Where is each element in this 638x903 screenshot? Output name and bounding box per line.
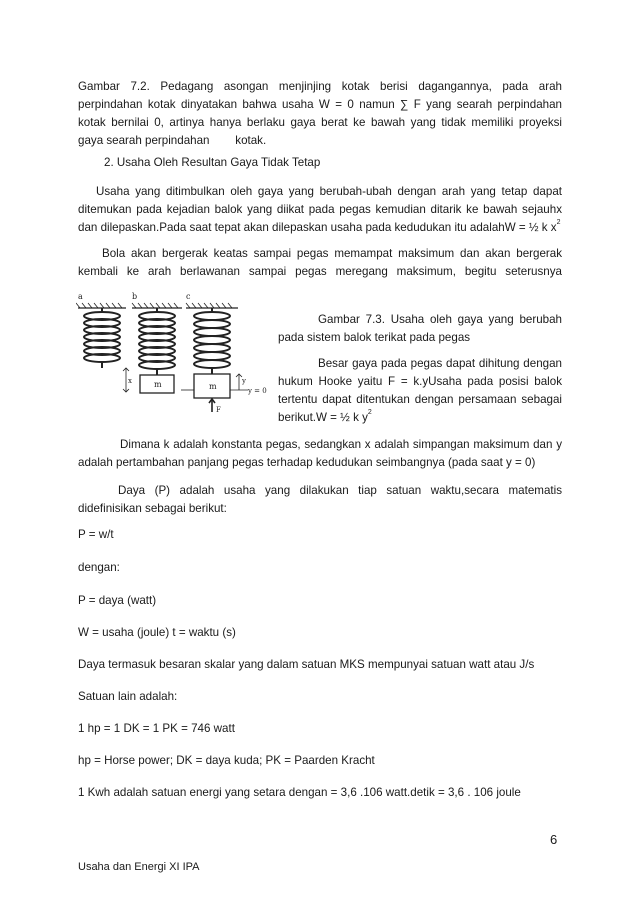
paragraph-line: Besar gaya pada pegas dapat dihitung dengan [318, 357, 562, 370]
paragraph-hooke [278, 355, 562, 427]
caption-line: kotak bernilai 0, artinya hanya berlaku gaya berat ke bawah yang tidak memiliki proyeksi [78, 116, 562, 129]
text-hp-definitions: hp = Horse power; DK = daya kuda; PK = Paarden Kracht [78, 754, 375, 767]
spring-c [194, 308, 230, 374]
figure-7-3-caption [278, 311, 562, 347]
paragraph-line: Usaha yang ditimbulkan oleh gaya yang berubah-ubah dengan arah yang tetap dapat [96, 185, 562, 198]
paragraph-line-text: dan dilepaskan.Pada saat tepat akan dilepaskan usaha pada kedudukan itu adalahW = ½ k x [78, 221, 557, 234]
paragraph-line: adalah pertambahan panjang pegas terhadap kedudukan seimbangnya (pada saat y = 0) [78, 456, 536, 469]
text-hp-equivalence: 1 hp = 1 DK = 1 PK = 746 watt [78, 722, 235, 735]
block-b-mass: m [154, 380, 162, 389]
paragraph-line: Daya (P) adalah usaha yang dilakukan tiap satuan waktu,secara matematis [118, 484, 562, 497]
superscript: 2 [556, 219, 561, 226]
caption-line: gaya searah perpindahan kotak. [78, 134, 267, 147]
superscript: 2 [367, 409, 372, 416]
figure-label-a: a [78, 292, 83, 301]
caption-line: Gambar 7.3. Usaha oleh gaya yang berubah [318, 313, 562, 326]
page-number: 6 [550, 832, 558, 847]
paragraph-line: ditemukan pada kejadian balok yang diikat pada pegas kemudian ditarik ke bawah sejauhx [78, 203, 562, 216]
definition-w-t: W = usaha (joule) t = waktu (s) [78, 626, 236, 639]
caption-line: Gambar 7.2. Pedagang asongan menjinjing kotak berisi dagangannya, pada arah [78, 80, 562, 93]
x-label: x [128, 377, 132, 385]
spring-b [139, 308, 175, 375]
text-dengan: dengan: [78, 561, 120, 574]
spring-block-figure [76, 290, 272, 416]
paragraph-line: tertentu dapat ditentukan dengan persamaan sebagai [278, 393, 562, 406]
figure-7-2-caption [78, 78, 562, 150]
paragraph-line: hukum Hooke yaitu F = k.yUsaha pada posisi balok [278, 375, 562, 388]
text-kwh: 1 Kwh adalah satuan energi yang setara dengan = 3,6 .106 watt.detik = 3,6 . 106 joule [78, 786, 521, 799]
figure-label-c: c [186, 292, 191, 301]
paragraph-bola [78, 245, 562, 281]
paragraph-daya [78, 482, 562, 518]
paragraph-line: Dimana k adalah konstanta pegas, sedangkan x adalah simpangan maksimum dan y [120, 438, 562, 451]
text-other-units: Satuan lain adalah: [78, 690, 178, 703]
paragraph-usaha [78, 183, 562, 237]
block-c-mass: m [209, 382, 217, 391]
figure-label-b: b [132, 292, 138, 301]
y-zero-label: y = 0 [248, 387, 267, 395]
y-label: y [242, 377, 246, 385]
footer-title: Usaha dan Energi XI IPA [78, 861, 200, 873]
caption-line: pada sistem balok terikat pada pegas [278, 331, 471, 344]
paragraph-dimana [78, 436, 562, 472]
spring-a [84, 308, 120, 368]
force-label: F [216, 406, 221, 414]
paragraph-line: kembali ke arah berlawanan sampai pegas meregang maksimum, begitu seterusnya [78, 265, 562, 278]
section-heading: 2. Usaha Oleh Resultan Gaya Tidak Tetap [104, 156, 321, 169]
formula-power: P = w/t [78, 528, 114, 541]
paragraph-line: didefinisikan sebagai berikut: [78, 502, 227, 515]
paragraph-line-text: berikut.W = ½ k y [278, 411, 368, 424]
caption-line: perpindahan kotak dinyatakan bahwa usaha W = 0 namun ∑ F yang searah perpindahan [78, 98, 562, 111]
text-scalar: Daya termasuk besaran skalar yang dalam satuan MKS mempunyai satuan watt atau J/s [78, 658, 535, 671]
paragraph-line [78, 219, 562, 237]
paragraph-line: Bola akan bergerak keatas sampai pegas memampat maksimum dan akan bergerak [102, 247, 562, 260]
paragraph-line [278, 409, 562, 427]
definition-p: P = daya (watt) [78, 594, 157, 607]
